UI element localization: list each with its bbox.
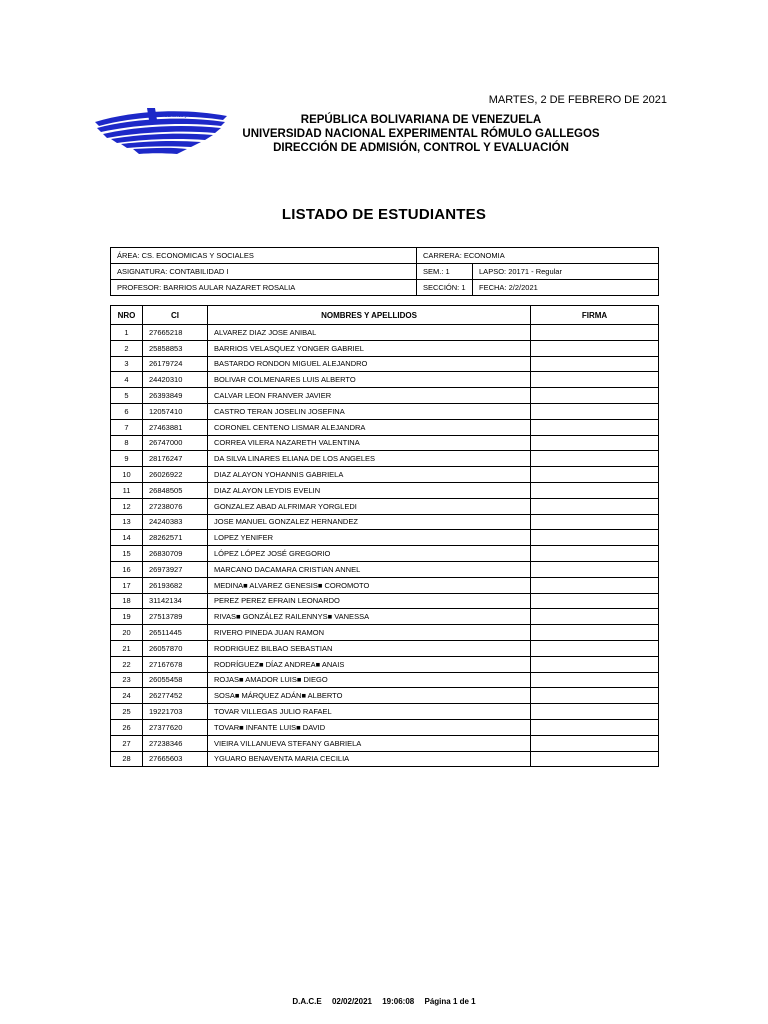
asignatura-cell: ASIGNATURA: CONTABILIDAD I [111,264,417,280]
ci-cell: 12057410 [143,403,208,419]
carrera-cell: CARRERA: ECONOMIA [417,248,659,264]
table-row [111,356,659,372]
ci-cell: 19221703 [143,704,208,720]
ci-cell: 26277452 [143,688,208,704]
footer-page: Página 1 de 1 [424,997,476,1006]
ci-cell: 27665603 [143,751,208,767]
signature-cell [531,656,659,672]
row-number-cell: 18 [111,593,143,609]
ci-cell: 25858853 [143,340,208,356]
table-row [111,372,659,388]
row-number-cell: 4 [111,372,143,388]
footer-time: 19:06:08 [382,997,415,1006]
row-number-cell: 12 [111,498,143,514]
table-row [111,751,659,767]
table-row [111,514,659,530]
row-number-cell: 21 [111,640,143,656]
ci-cell: 27513789 [143,609,208,625]
signature-cell [531,577,659,593]
row-number-cell: 5 [111,388,143,404]
footer-org: D.A.C.E [292,997,322,1006]
ci-cell: 26511445 [143,625,208,641]
student-name-cell: ROJAS■ AMADOR LUIS■ DIEGO [208,672,531,688]
student-name-cell: DIAZ ALAYON LEYDIS EVELIN [208,482,531,498]
student-name-cell: DIAZ ALAYON YOHANNIS GABRIELA [208,467,531,483]
signature-cell [531,688,659,704]
signature-cell [531,482,659,498]
signature-cell [531,451,659,467]
ci-cell: 26848505 [143,482,208,498]
table-row [111,482,659,498]
signature-cell [531,561,659,577]
ci-cell: 26055458 [143,672,208,688]
ci-cell: 26193682 [143,577,208,593]
table-row [111,325,659,341]
student-rows [111,325,659,767]
page-footer [0,997,768,1006]
header-firma: FIRMA [531,306,659,325]
area-cell: ÁREA: CS. ECONOMICAS Y SOCIALES [111,248,417,264]
row-number-cell: 8 [111,435,143,451]
table-header-row [111,306,659,325]
signature-cell [531,546,659,562]
row-number-cell: 16 [111,561,143,577]
row-number-cell: 15 [111,546,143,562]
signature-cell [531,751,659,767]
table-row [111,735,659,751]
student-name-cell: BARRIOS VELASQUEZ YONGER GABRIEL [208,340,531,356]
signature-cell [531,419,659,435]
ci-cell: 27665218 [143,325,208,341]
table-row [111,403,659,419]
profesor-cell: PROFESOR: BARRIOS AULAR NAZARET ROSALIA [111,280,417,296]
table-row [111,577,659,593]
page-title: LISTADO DE ESTUDIANTES [281,206,487,223]
ci-cell: 27238346 [143,735,208,751]
lapso-cell: LAPSO: 20171 - Regular [473,264,659,280]
course-info-table [110,247,659,296]
student-name-cell: BASTARDO RONDON MIGUEL ALEJANDRO [208,356,531,372]
ci-cell: 26973927 [143,561,208,577]
row-number-cell: 2 [111,340,143,356]
student-name-cell: CORONEL CENTENO LISMAR ALEJANDRA [208,419,531,435]
student-name-cell: PEREZ PEREZ EFRAIN LEONARDO [208,593,531,609]
signature-cell [531,672,659,688]
table-row [111,688,659,704]
table-row [111,467,659,483]
student-name-cell: TOVAR■ INFANTE LUIS■ DAVID [208,719,531,735]
heading-line-1: REPÚBLICA BOLIVARIANA DE VENEZUELA [300,114,542,126]
signature-cell [531,609,659,625]
signature-cell [531,593,659,609]
student-name-cell: CASTRO TERAN JOSELIN JOSEFINA [208,403,531,419]
heading-line-3: DIRECCIÓN DE ADMISIÓN, CONTROL Y EVALUACIÓN [273,142,569,154]
row-number-cell: 17 [111,577,143,593]
table-row [111,672,659,688]
header-nombres: NOMBRES Y APELLIDOS [208,306,531,325]
signature-cell [531,704,659,720]
semester-cell: SEM.: 1 [417,264,473,280]
row-number-cell: 22 [111,656,143,672]
table-row [111,593,659,609]
university-logo [95,106,227,156]
table-row [111,546,659,562]
signature-cell [531,719,659,735]
student-name-cell: RODRIGUEZ BILBAO SEBASTIAN [208,640,531,656]
student-name-cell: DA SILVA LINARES ELIANA DE LOS ANGELES [208,451,531,467]
student-name-cell: CORREA VILERA NAZARETH VALENTINA [208,435,531,451]
student-name-cell: MEDINA■ ALVAREZ GENESIS■ COROMOTO [208,577,531,593]
table-row [111,388,659,404]
table-row [111,609,659,625]
signature-cell [531,356,659,372]
ci-cell: 27463881 [143,419,208,435]
student-name-cell: MARCANO DACAMARA CRISTIAN ANNEL [208,561,531,577]
student-name-cell: YGUARO BENAVENTA MARIA CECILIA [208,751,531,767]
table-row [111,530,659,546]
row-number-cell: 3 [111,356,143,372]
student-name-cell: SOSA■ MÁRQUEZ ADÁN■ ALBERTO [208,688,531,704]
row-number-cell: 10 [111,467,143,483]
row-number-cell: 7 [111,419,143,435]
ci-cell: 27238076 [143,498,208,514]
ci-cell: 24420310 [143,372,208,388]
signature-cell [531,530,659,546]
row-number-cell: 14 [111,530,143,546]
student-name-cell: JOSE MANUEL GONZALEZ HERNANDEZ [208,514,531,530]
row-number-cell: 23 [111,672,143,688]
student-name-cell: TOVAR VILLEGAS JULIO RAFAEL [208,704,531,720]
signature-cell [531,403,659,419]
heading-line-2: UNIVERSIDAD NACIONAL EXPERIMENTAL RÓMULO GALLEGOS [242,128,600,140]
student-name-cell: LOPEZ YENIFER [208,530,531,546]
ci-cell: 26747000 [143,435,208,451]
row-number-cell: 19 [111,609,143,625]
table-row [111,498,659,514]
signature-cell [531,435,659,451]
row-number-cell: 6 [111,403,143,419]
fecha-cell: FECHA: 2/2/2021 [473,280,659,296]
student-name-cell: RIVERO PINEDA JUAN RAMON [208,625,531,641]
ci-cell: 26393849 [143,388,208,404]
date-line: MARTES, 2 DE FEBRERO DE 2021 [488,94,667,106]
table-row [111,340,659,356]
ci-cell: 28262571 [143,530,208,546]
table-row [111,435,659,451]
row-number-cell: 28 [111,751,143,767]
student-name-cell: RIVAS■ GONZÁLEZ RAILENNYS■ VANESSA [208,609,531,625]
ci-cell: 26026922 [143,467,208,483]
ci-cell: 31142134 [143,593,208,609]
signature-cell [531,498,659,514]
row-number-cell: 20 [111,625,143,641]
footer-date: 02/02/2021 [331,997,372,1006]
ci-cell: 28176247 [143,451,208,467]
logo-text: caminos y horizontes [165,113,212,119]
student-name-cell: RODRÍGUEZ■ DÍAZ ANDREA■ ANAIS [208,656,531,672]
signature-cell [531,388,659,404]
table-row [111,656,659,672]
ci-cell: 27167678 [143,656,208,672]
signature-cell [531,325,659,341]
ci-cell: 26830709 [143,546,208,562]
student-name-cell: LÓPEZ LÓPEZ JOSÉ GREGORIO [208,546,531,562]
row-number-cell: 13 [111,514,143,530]
signature-cell [531,514,659,530]
signature-cell [531,467,659,483]
student-name-cell: GONZALEZ ABAD ALFRIMAR YORGLEDI [208,498,531,514]
header-nro: NRO [111,306,143,325]
row-number-cell: 11 [111,482,143,498]
document-heading [226,113,616,155]
table-row [111,419,659,435]
students-table [110,305,659,767]
seccion-cell: SECCIÓN: 1 [417,280,473,296]
table-row [111,640,659,656]
ci-cell: 26179724 [143,356,208,372]
signature-cell [531,340,659,356]
table-row [111,561,659,577]
header-ci: CI [143,306,208,325]
table-row [111,625,659,641]
row-number-cell: 25 [111,704,143,720]
signature-cell [531,735,659,751]
ci-cell: 26057870 [143,640,208,656]
student-name-cell: VIEIRA VILLANUEVA STEFANY GABRIELA [208,735,531,751]
row-number-cell: 27 [111,735,143,751]
signature-cell [531,625,659,641]
table-row [111,719,659,735]
signature-cell [531,640,659,656]
ci-cell: 24240383 [143,514,208,530]
student-name-cell: CALVAR LEON FRANVER JAVIER [208,388,531,404]
student-name-cell: BOLIVAR COLMENARES LUIS ALBERTO [208,372,531,388]
student-name-cell: ALVAREZ DIAZ JOSE ANIBAL [208,325,531,341]
signature-cell [531,372,659,388]
row-number-cell: 1 [111,325,143,341]
row-number-cell: 26 [111,719,143,735]
table-row [111,451,659,467]
ci-cell: 27377620 [143,719,208,735]
table-row [111,704,659,720]
row-number-cell: 9 [111,451,143,467]
row-number-cell: 24 [111,688,143,704]
